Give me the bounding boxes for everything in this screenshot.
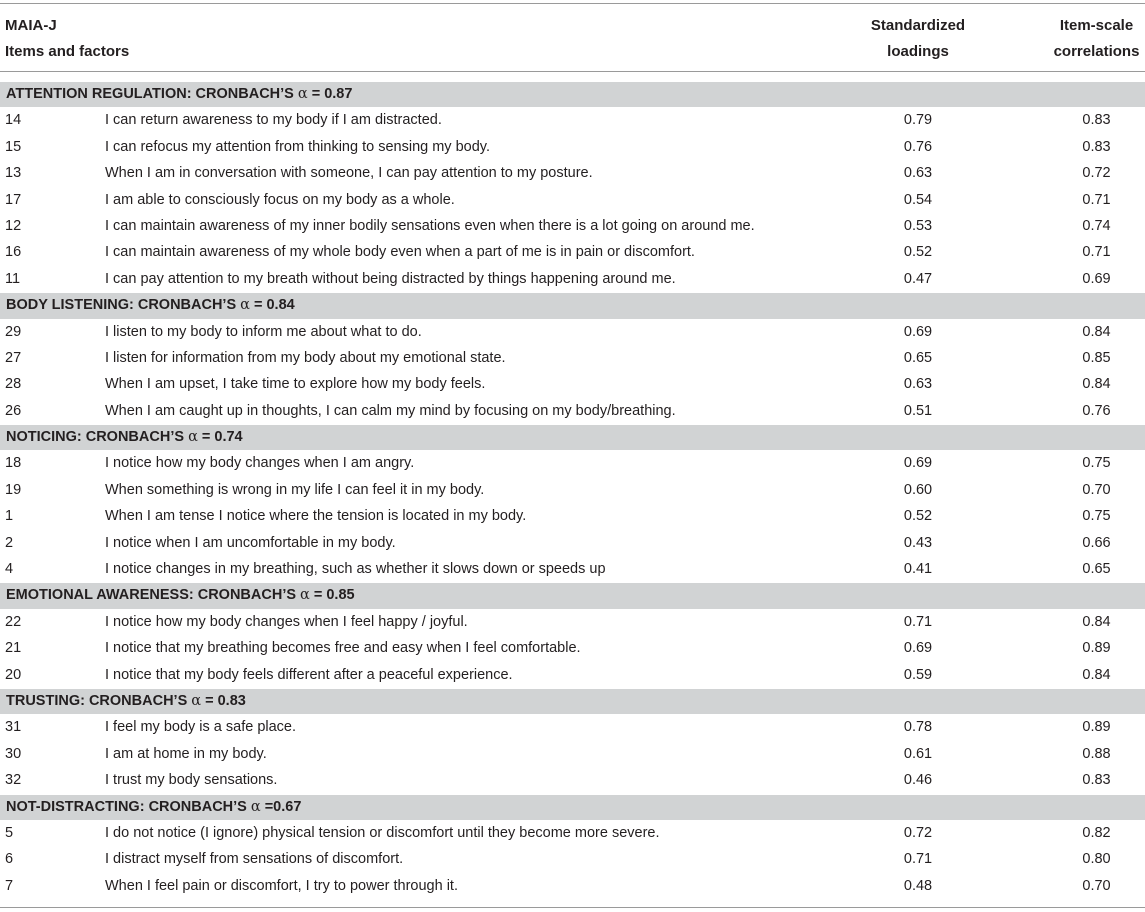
factor-name: ATTENTION REGULATION: CRONBACH’S [6,86,298,102]
item-correlation: 0.89 [1082,640,1111,657]
header-items-label: Items and factors [5,43,130,60]
item-correlation: 0.72 [1082,165,1111,182]
item-text: When I am in conversation with someone, I can pay attention to my posture. [105,165,593,182]
item-number: 28 [5,376,22,393]
item-number: 17 [5,191,22,208]
item-number: 18 [5,455,22,472]
item-number: 22 [5,613,22,630]
item-number: 11 [5,270,21,287]
item-correlation: 0.85 [1082,349,1111,366]
item-loading: 0.48 [903,877,933,894]
header-scale-name: MAIA-J [5,17,57,34]
item-text: When I feel pain or discomfort, I try to power through it. [105,877,458,894]
item-loading: 0.51 [903,402,933,419]
item-text: I notice that my body feels different after a peaceful experience. [105,666,513,683]
table-bottom-rule [0,907,1145,908]
item-text: I am at home in my body. [105,745,267,762]
table-row [0,609,1145,635]
item-loading: 0.59 [903,666,933,683]
item-number: 16 [5,244,22,261]
table-row [0,635,1145,661]
table-row [0,107,1145,133]
item-text: I do not notice (I ignore) physical tension or discomfort until they become more severe. [105,824,660,841]
table-row [0,187,1145,213]
table-row [0,662,1145,688]
item-correlation: 0.66 [1082,534,1111,551]
item-loading: 0.69 [903,640,933,657]
cronbach-alpha-value: =0.67 [260,798,302,815]
table-row [0,398,1145,424]
item-number: 14 [5,112,22,129]
header-correlations-line2: correlations [1053,43,1140,60]
item-number: 31 [5,719,22,736]
table-row [0,767,1145,793]
item-number: 30 [5,745,22,762]
item-loading: 0.72 [903,824,933,841]
item-loading: 0.78 [903,719,933,736]
table-row [0,503,1145,529]
item-text: I can return awareness to my body if I am distracted. [105,112,442,129]
item-correlation: 0.70 [1082,877,1111,894]
item-text: I trust my body sensations. [105,772,278,789]
header-bottom-rule [0,71,1145,72]
item-text: I notice when I am uncomfortable in my body. [105,534,396,551]
factor-header-row [0,81,1145,107]
cronbach-alpha-symbol: α [191,692,202,709]
header-loadings-line2: loadings [887,43,949,60]
table-row [0,345,1145,371]
cronbach-alpha-value: = 0.84 [249,297,295,314]
table-row [0,134,1145,160]
item-loading: 0.60 [903,481,933,498]
table-header [0,4,1145,71]
item-number: 20 [5,666,22,683]
item-number: 13 [5,165,22,182]
item-text: I feel my body is a safe place. [105,719,297,736]
cronbach-alpha-symbol: α [188,429,198,446]
item-number: 4 [5,561,14,578]
item-correlation: 0.83 [1082,112,1111,129]
factor-name: TRUSTING: CRONBACH’S [6,692,192,709]
item-loading: 0.71 [903,851,933,868]
table-row [0,266,1145,292]
item-text: I notice how my body changes when I feel happy / joyful. [105,613,468,630]
cronbach-alpha-value: = 0.74 [197,429,243,446]
item-text: I can maintain awareness of my inner bodily sensations even when there is a lot going on around me. [105,217,755,234]
factor-header-row [0,292,1145,318]
item-text: I notice how my body changes when I am angry. [105,455,415,472]
header-items-and-factors [5,13,129,65]
item-loading: 0.63 [903,376,933,393]
factor-header-row [0,794,1145,820]
item-loading: 0.47 [903,270,933,287]
table-row [0,556,1145,582]
item-number: 19 [5,481,22,498]
item-correlation: 0.84 [1082,376,1111,393]
item-loading: 0.65 [903,349,933,366]
item-number: 29 [5,323,22,340]
table-row [0,160,1145,186]
header-standardized-loadings [858,13,978,65]
factor-header-row [0,424,1145,450]
factor-name: EMOTIONAL AWARENESS: CRONBACH’S [6,587,301,604]
cronbach-alpha-symbol: α [297,86,308,102]
item-loading: 0.76 [903,138,933,155]
item-correlation: 0.75 [1082,508,1111,525]
item-correlation: 0.89 [1082,719,1111,736]
cronbach-alpha-value: = 0.85 [309,587,355,604]
item-loading: 0.52 [903,508,933,525]
item-loading: 0.41 [903,561,933,578]
table-row [0,714,1145,740]
table-row [0,741,1145,767]
table-row [0,371,1145,397]
table-row [0,213,1145,239]
item-number: 1 [5,508,14,525]
cronbach-alpha-symbol: α [240,297,250,314]
cronbach-alpha-symbol: α [250,798,261,815]
item-text: I can pay attention to my breath without being distracted by things happening around me. [105,270,676,287]
item-correlation: 0.82 [1082,824,1111,841]
item-correlation: 0.71 [1082,244,1111,261]
item-correlation: 0.69 [1082,270,1111,287]
table-row [0,846,1145,872]
factor-name: NOT-DISTRACTING: CRONBACH’S [6,798,251,815]
item-text: I am able to consciously focus on my body as a whole. [105,191,455,208]
header-correlations-line1: Item-scale [1059,17,1134,34]
item-correlation: 0.88 [1082,745,1111,762]
item-number: 6 [5,851,14,868]
item-correlation: 0.84 [1082,323,1111,340]
item-text: I can maintain awareness of my whole body even when a part of me is in pain or discomfort. [105,244,695,261]
table-row [0,530,1145,556]
item-correlation: 0.70 [1082,481,1111,498]
item-number: 27 [5,349,22,366]
item-loading: 0.69 [903,323,933,340]
factor-name: BODY LISTENING: CRONBACH’S [6,297,241,314]
table-row [0,450,1145,476]
item-text: I listen to my body to inform me about what to do. [105,323,422,340]
item-correlation: 0.83 [1082,138,1111,155]
cronbach-alpha-symbol: α [300,587,310,604]
item-text: When something is wrong in my life I can feel it in my body. [105,481,485,498]
table-row [0,873,1145,899]
table-body [0,81,1145,899]
table-row [0,477,1145,503]
item-number: 5 [5,824,14,841]
item-text: I notice that my breathing becomes free and easy when I feel comfortable. [105,640,581,657]
factor-name: NOTICING: CRONBACH’S [6,429,189,446]
item-text: When I am upset, I take time to explore how my body feels. [105,376,486,393]
item-correlation: 0.71 [1082,191,1111,208]
table-row [0,319,1145,345]
factor-header-row [0,582,1145,608]
item-correlation: 0.74 [1082,217,1111,234]
item-loading: 0.46 [903,772,933,789]
item-loading: 0.52 [903,244,933,261]
item-number: 21 [5,640,22,657]
item-correlation: 0.65 [1082,561,1111,578]
item-loading: 0.63 [903,165,933,182]
item-text: I notice changes in my breathing, such as whether it slows down or speeds up [105,561,606,578]
item-number: 2 [5,534,14,551]
item-loading: 0.61 [903,745,933,762]
item-text: I distract myself from sensations of discomfort. [105,851,404,868]
item-correlation: 0.75 [1082,455,1111,472]
item-text: When I am tense I notice where the tension is located in my body. [105,508,527,525]
item-loading: 0.54 [903,191,933,208]
item-loading: 0.53 [903,217,933,234]
item-loading: 0.71 [903,613,933,630]
item-correlation: 0.83 [1082,772,1111,789]
item-number: 26 [5,402,22,419]
item-number: 15 [5,138,22,155]
item-text: I can refocus my attention from thinking to sensing my body. [105,138,490,155]
item-correlation: 0.76 [1082,402,1111,419]
item-loading: 0.43 [903,534,933,551]
item-text: I listen for information from my body about my emotional state. [105,349,506,366]
cronbach-alpha-value: = 0.87 [307,86,353,102]
table-row [0,820,1145,846]
item-number: 7 [5,877,14,894]
item-text: When I am caught up in thoughts, I can calm my mind by focusing on my body/breathing. [105,402,676,419]
item-number: 12 [5,217,22,234]
item-loading: 0.69 [903,455,933,472]
header-loadings-line1: Standardized [870,17,966,34]
factor-header-row [0,688,1145,714]
item-correlation: 0.84 [1082,666,1111,683]
table-row [0,239,1145,265]
item-loading: 0.79 [903,112,933,129]
cronbach-alpha-value: = 0.83 [201,692,246,709]
item-number: 32 [5,772,22,789]
header-item-scale-correlations [1048,13,1145,65]
item-correlation: 0.80 [1082,851,1111,868]
item-correlation: 0.84 [1082,613,1111,630]
